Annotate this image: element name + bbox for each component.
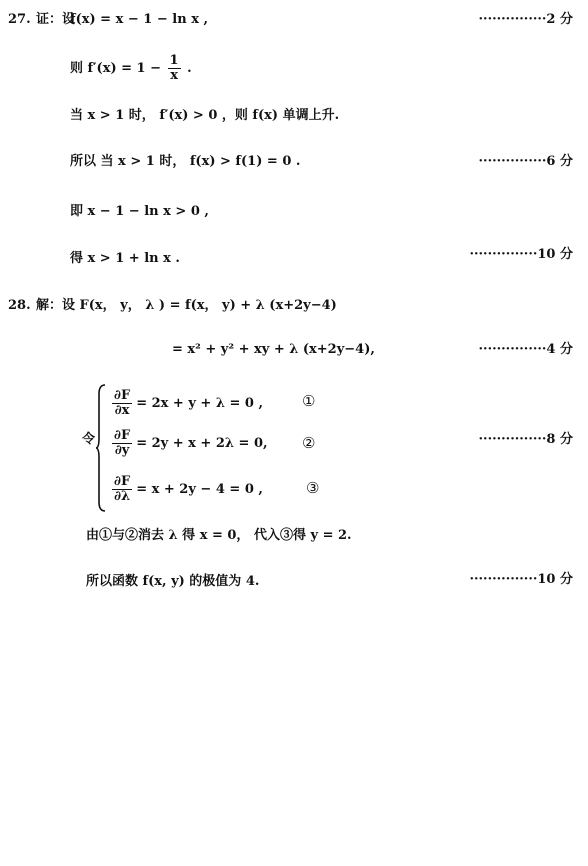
problem-28-line-4: 由①与②消去 λ 得 x = 0， 代入③得 y = 2.	[86, 528, 352, 543]
partial-denominator: ∂y	[114, 442, 130, 458]
partial-denominator: ∂x	[114, 402, 130, 418]
equation-rhs: = 2x + y + λ = 0 ,	[136, 395, 264, 411]
fraction-one-over-x	[168, 54, 181, 83]
system-brace	[96, 384, 106, 512]
problem-27-line-1: f(x) = x − 1 − ln x ,	[70, 12, 208, 27]
fraction-denominator: x	[170, 68, 178, 83]
score-4: ···············4 分	[478, 342, 573, 357]
score-8: ···············8 分	[478, 432, 573, 447]
circled-number-3: ③	[306, 479, 320, 497]
score-10-p27: ···············10 分	[469, 247, 573, 262]
fraction-numerator: 1	[169, 53, 179, 68]
circled-number-1: ①	[302, 392, 316, 410]
partial-fraction	[112, 475, 132, 504]
partial-numerator: ∂F	[114, 387, 131, 403]
score-10-p28: ···············10 分	[469, 572, 573, 587]
problem-27-line-4: 所以 当 x > 1 时， f(x) > f(1) = 0 .	[70, 154, 301, 169]
problem-27-line-6: 得 x > 1 + ln x .	[70, 251, 180, 266]
problem-27-line-5: 即 x − 1 − ln x > 0 ,	[70, 204, 209, 219]
partial-denominator: ∂λ	[114, 488, 131, 504]
problem-27-line-3: 当 x > 1 时， f′(x) > 0 ，则 f(x) 单调上升.	[70, 108, 340, 123]
problem-28-line-2: = x² + y² + xy + λ (x+2y−4),	[172, 342, 375, 357]
equation-row-2	[110, 424, 268, 462]
problem-27-line-2	[70, 54, 192, 84]
partial-fraction	[112, 389, 132, 418]
score-2: ···············2 分	[478, 12, 573, 27]
equation-rhs: = x + 2y − 4 = 0 ,	[136, 481, 263, 497]
partial-numerator: ∂F	[114, 473, 131, 489]
problem-28-number: 28.	[8, 298, 31, 313]
problem-27-number: 27.	[8, 12, 31, 27]
equation-rhs: = 2y + x + 2λ = 0,	[136, 435, 268, 451]
problem-28-line-5: 所以函数 f(x, y) 的极值为 4.	[86, 574, 260, 589]
problem-28-lead: 解：设 F(x， y， λ ) = f(x， y) + λ (x+2y−4)	[36, 298, 337, 313]
partial-fraction	[112, 429, 132, 458]
circled-number-2: ②	[302, 434, 316, 452]
score-6: ···············6 分	[478, 154, 573, 169]
equation-row-1	[110, 384, 263, 422]
line-end-period: .	[187, 61, 192, 76]
derivative-expression: 则 f′(x) = 1 −	[70, 61, 162, 76]
problem-27-lead: 证：设	[36, 12, 76, 27]
partial-numerator: ∂F	[114, 427, 131, 443]
ling-label: 令	[82, 432, 96, 447]
equation-row-3	[110, 470, 263, 508]
